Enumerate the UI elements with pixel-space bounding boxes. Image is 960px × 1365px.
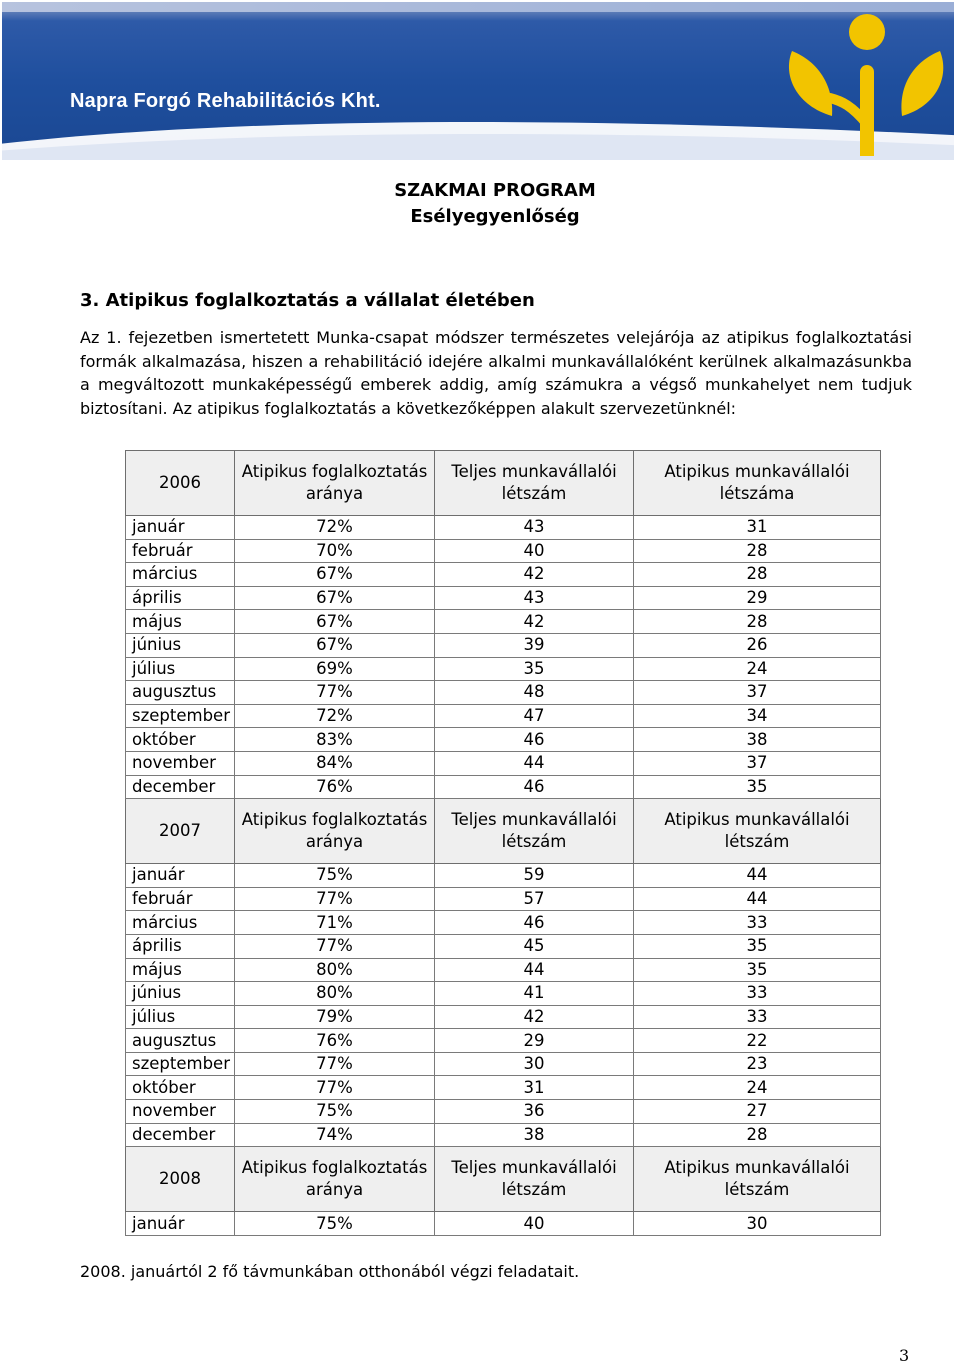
total-cell: 42 <box>435 563 634 587</box>
total-cell: 42 <box>435 610 634 634</box>
month-cell: február <box>126 887 235 911</box>
month-cell: december <box>126 775 235 799</box>
total-cell: 47 <box>435 704 634 728</box>
ratio-cell: 67% <box>235 563 435 587</box>
ratio-cell: 67% <box>235 633 435 657</box>
month-cell: július <box>126 1005 235 1029</box>
intro-paragraph: Az 1. fejezetben ismertetett Munka-csapat módszer természetes velejárója az atipikus foglalkoztatási formák alkalmazása, hiszen a rehabilitáció idejére alkalmi munkavállalóként kerülnek alkalmazásunkba a megváltozott munkaképességű emberek addig, amíg számukra a végső munkahelyet nem tudjuk biztosítani. Az atipikus foglalkoztatás a következőképpen alakult szervezetünknél: <box>80 328 912 418</box>
atypical-cell: 44 <box>634 864 881 888</box>
atypical-cell: 28 <box>634 539 881 563</box>
atypical-cell: 22 <box>634 1029 881 1053</box>
atypical-cell: 28 <box>634 563 881 587</box>
month-cell: október <box>126 728 235 752</box>
ratio-cell: 72% <box>235 704 435 728</box>
ratio-cell: 69% <box>235 657 435 681</box>
total-cell: 36 <box>435 1100 634 1124</box>
month-cell: május <box>126 610 235 634</box>
atypical-cell: 37 <box>634 751 881 775</box>
atypical-cell: 37 <box>634 681 881 705</box>
atypical-cell: 44 <box>634 887 881 911</box>
table-row <box>126 934 881 958</box>
table-row <box>126 751 881 775</box>
table-row <box>126 610 881 634</box>
month-cell: november <box>126 751 235 775</box>
year-cell: 2007 <box>126 799 235 864</box>
total-cell: 57 <box>435 887 634 911</box>
month-cell: január <box>126 1212 235 1236</box>
total-cell: 43 <box>435 516 634 540</box>
atypical-cell: 24 <box>634 657 881 681</box>
month-cell: szeptember <box>126 704 235 728</box>
month-cell: június <box>126 633 235 657</box>
total-cell: 38 <box>435 1123 634 1147</box>
total-cell: 46 <box>435 775 634 799</box>
total-cell: 41 <box>435 982 634 1006</box>
ratio-cell: 84% <box>235 751 435 775</box>
page-number: 3 <box>899 1346 910 1365</box>
total-cell: 44 <box>435 751 634 775</box>
month-cell: július <box>126 657 235 681</box>
month-cell: január <box>126 864 235 888</box>
total-cell: 40 <box>435 1212 634 1236</box>
ratio-header: Atipikus foglalkoztatás aránya <box>235 1147 435 1212</box>
table-row <box>126 681 881 705</box>
ratio-cell: 76% <box>235 775 435 799</box>
total-cell: 44 <box>435 958 634 982</box>
section-title: 3. Atipikus foglalkoztatás a vállalat életében <box>80 290 535 311</box>
document-heading <box>0 178 960 230</box>
month-cell: május <box>126 958 235 982</box>
atypical-header: Atipikus munkavállalói létszám <box>634 1147 881 1212</box>
table-row <box>126 911 881 935</box>
month-cell: április <box>126 586 235 610</box>
table-row <box>126 633 881 657</box>
table-row <box>126 1100 881 1124</box>
header-banner <box>2 2 954 160</box>
table-row <box>126 958 881 982</box>
total-header: Teljes munkavállalói létszám <box>435 1147 634 1212</box>
table-row <box>126 704 881 728</box>
atypical-cell: 30 <box>634 1212 881 1236</box>
ratio-cell: 80% <box>235 982 435 1006</box>
table-row <box>126 1123 881 1147</box>
footnote: 2008. januártól 2 fő távmunkában otthonából végzi feladatait. <box>80 1262 580 1281</box>
total-header: Teljes munkavállalói létszám <box>435 799 634 864</box>
ratio-cell: 77% <box>235 1052 435 1076</box>
table-row <box>126 586 881 610</box>
atypical-cell: 33 <box>634 1005 881 1029</box>
year-cell: 2006 <box>126 451 235 516</box>
total-cell: 40 <box>435 539 634 563</box>
ratio-cell: 79% <box>235 1005 435 1029</box>
total-cell: 46 <box>435 728 634 752</box>
total-cell: 29 <box>435 1029 634 1053</box>
total-cell: 39 <box>435 633 634 657</box>
ratio-cell: 77% <box>235 934 435 958</box>
month-cell: szeptember <box>126 1052 235 1076</box>
atypical-cell: 28 <box>634 610 881 634</box>
table-row <box>126 982 881 1006</box>
table-row <box>126 864 881 888</box>
ratio-cell: 77% <box>235 681 435 705</box>
year-header-row <box>126 1147 881 1212</box>
table-row <box>126 1029 881 1053</box>
total-cell: 42 <box>435 1005 634 1029</box>
atypical-header: Atipikus munkavállalói létszám <box>634 799 881 864</box>
table-row <box>126 563 881 587</box>
ratio-cell: 67% <box>235 586 435 610</box>
ratio-cell: 74% <box>235 1123 435 1147</box>
atypical-cell: 35 <box>634 934 881 958</box>
month-cell: január <box>126 516 235 540</box>
table-row <box>126 539 881 563</box>
month-cell: augusztus <box>126 1029 235 1053</box>
month-cell: június <box>126 982 235 1006</box>
ratio-cell: 77% <box>235 887 435 911</box>
month-cell: november <box>126 1100 235 1124</box>
ratio-cell: 75% <box>235 864 435 888</box>
table-row <box>126 887 881 911</box>
program-title: SZAKMAI PROGRAM <box>394 180 596 201</box>
month-cell: március <box>126 911 235 935</box>
table-row <box>126 728 881 752</box>
ratio-cell: 83% <box>235 728 435 752</box>
ratio-cell: 72% <box>235 516 435 540</box>
year-header-row <box>126 451 881 516</box>
total-cell: 43 <box>435 586 634 610</box>
year-cell: 2008 <box>126 1147 235 1212</box>
atypical-cell: 35 <box>634 958 881 982</box>
month-cell: augusztus <box>126 681 235 705</box>
total-cell: 45 <box>435 934 634 958</box>
atypical-cell: 29 <box>634 586 881 610</box>
table-row <box>126 1052 881 1076</box>
atypical-cell: 24 <box>634 1076 881 1100</box>
ratio-cell: 80% <box>235 958 435 982</box>
ratio-cell: 75% <box>235 1100 435 1124</box>
total-cell: 59 <box>435 864 634 888</box>
atypical-cell: 38 <box>634 728 881 752</box>
atypical-cell: 35 <box>634 775 881 799</box>
ratio-cell: 71% <box>235 911 435 935</box>
atypical-cell: 33 <box>634 982 881 1006</box>
table-row <box>126 657 881 681</box>
table-row <box>126 1212 881 1236</box>
year-header-row <box>126 799 881 864</box>
employment-table <box>125 450 881 1236</box>
ratio-cell: 75% <box>235 1212 435 1236</box>
atypical-cell: 31 <box>634 516 881 540</box>
atypical-cell: 34 <box>634 704 881 728</box>
atypical-cell: 23 <box>634 1052 881 1076</box>
table-row <box>126 775 881 799</box>
total-cell: 31 <box>435 1076 634 1100</box>
month-cell: október <box>126 1076 235 1100</box>
total-header: Teljes munkavállalói létszám <box>435 451 634 516</box>
ratio-cell: 67% <box>235 610 435 634</box>
total-cell: 35 <box>435 657 634 681</box>
month-cell: március <box>126 563 235 587</box>
ratio-header: Atipikus foglalkoztatás aránya <box>235 451 435 516</box>
atypical-header: Atipikus munkavállalói létszáma <box>634 451 881 516</box>
company-name: Napra Forgó Rehabilitációs Kht. <box>70 90 381 112</box>
ratio-cell: 70% <box>235 539 435 563</box>
total-cell: 48 <box>435 681 634 705</box>
table-row <box>126 1005 881 1029</box>
table-row <box>126 516 881 540</box>
ratio-cell: 77% <box>235 1076 435 1100</box>
atypical-cell: 33 <box>634 911 881 935</box>
total-cell: 30 <box>435 1052 634 1076</box>
sunflower-logo-icon <box>772 6 952 156</box>
table-row <box>126 1076 881 1100</box>
ratio-header: Atipikus foglalkoztatás aránya <box>235 799 435 864</box>
program-subtitle: Esélyegyenlőség <box>410 206 580 227</box>
ratio-cell: 76% <box>235 1029 435 1053</box>
atypical-cell: 27 <box>634 1100 881 1124</box>
total-cell: 46 <box>435 911 634 935</box>
month-cell: április <box>126 934 235 958</box>
month-cell: február <box>126 539 235 563</box>
atypical-cell: 28 <box>634 1123 881 1147</box>
atypical-cell: 26 <box>634 633 881 657</box>
month-cell: december <box>126 1123 235 1147</box>
